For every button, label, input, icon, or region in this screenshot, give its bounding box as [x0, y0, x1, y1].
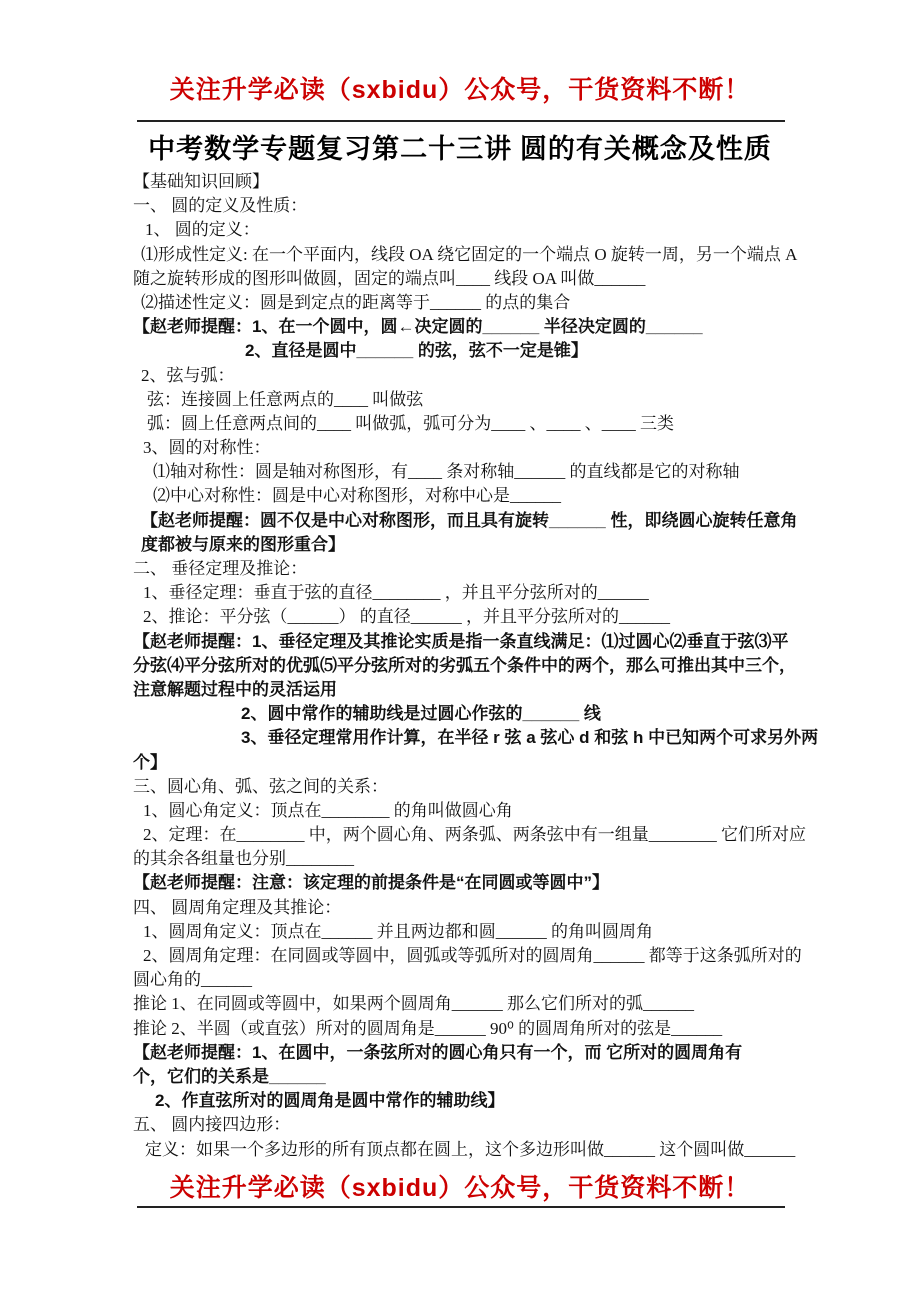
text-line: 2、圆中常作的辅助线是过圆心作弦的______ 线: [241, 704, 601, 724]
text-line: 圆心角的______: [133, 970, 252, 990]
document-body: [133, 170, 819, 1162]
text-line: 推论 1、在同圆或等圆中，如果两个圆周角______ 那么它们所对的弧______: [133, 994, 694, 1014]
text-line: 2、圆周角定理：在同圆或等圆中，圆弧或等弧所对的圆周角______ 都等于这条弧所对的: [143, 946, 802, 965]
text-line: 四、 圆周角定理及其推论：: [133, 897, 342, 917]
text-line: 【赵老师提醒：1、在一个圆中，圆←决定圆的______ 半径决定圆的______: [133, 317, 703, 337]
text-line: 2、弦与弧：: [141, 365, 235, 385]
text-line: 2、推论：平分弦（______） 的直径______ ，并且平分弦所对的______: [143, 607, 670, 627]
text-line: 推论 2、半圆（或直弦）所对的圆周角是______ 90⁰ 的圆周角所对的弦是______: [133, 1018, 723, 1038]
text-line: 弦：连接圆上任意两点的____ 叫做弦: [147, 389, 424, 409]
text-line: 2、作直弦所对的圆周角是圆中常作的辅助线】: [155, 1091, 505, 1111]
text-line: 定义：如果一个多边形的所有顶点都在圆上，这个多边形叫做______ 这个圆叫做______: [145, 1139, 796, 1159]
text-line: 1、圆心角定义：顶点在________ 的角叫做圆心角: [143, 800, 513, 820]
text-line: 一、 圆的定义及性质：: [133, 196, 308, 216]
text-line: 度都被与原来的图形重合】: [141, 534, 345, 554]
header-banner: 关注升学必读（sxbidu）公众号，干货资料不断！: [169, 76, 751, 104]
text-line: 【赵老师提醒：1、在圆中，一条弦所对的圆心角只有一个，而 它所对的圆周角有: [133, 1042, 743, 1062]
text-line: 【基础知识回顾】: [133, 172, 269, 191]
footer-banner: 关注升学必读（sxbidu）公众号，干货资料不断！: [169, 1174, 751, 1202]
text-line: 2、直径是圆中______ 的弦，弦不一定是锥】: [245, 341, 588, 361]
text-line: ⑵中心对称性：圆是中心对称图形，对称中心是______: [153, 486, 561, 506]
text-line: 五、 圆内接四边形：: [133, 1115, 291, 1135]
text-line: 2、定理：在________ 中，两个圆心角、两条弧、两条弦中有一组量________ 它们所对应: [143, 825, 806, 845]
text-line: 【赵老师提醒：圆不仅是中心对称图形，而且具有旋转______ 性，即绕圆心旋转任意角: [141, 510, 798, 530]
text-line: 注意解题过程中的灵活运用: [133, 679, 337, 699]
text-line: ⑵描述性定义：圆是到定点的距离等于______ 的点的集合: [141, 292, 571, 312]
text-line: 【赵老师提醒：注意：该定理的前提条件是“在同圆或等圆中”】: [133, 873, 609, 893]
text-line: 的其余各组量也分别________: [133, 849, 354, 869]
text-line: 3、圆的对称性：: [143, 438, 271, 458]
footer-divider: [137, 1206, 785, 1208]
text-line: 弧：圆上任意两点间的____ 叫做弧，弧可分为____ 、____ 、____ 三类: [147, 413, 674, 433]
text-line: 个，它们的关系是______: [133, 1066, 326, 1086]
header-divider: [137, 120, 785, 122]
text-line: 1、圆周角定义：顶点在______ 并且两边都和圆______ 的角叫圆周角: [143, 921, 653, 941]
text-line: 个】: [133, 752, 167, 772]
text-line: 1、 圆的定义：: [145, 220, 260, 240]
text-line: ⑴轴对称性：圆是轴对称图形，有____ 条对称轴______ 的直线都是它的对称轴: [153, 462, 740, 482]
text-line: 二、 垂径定理及推论：: [133, 559, 308, 578]
text-line: ⑴形成性定义: 在一个平面内，线段 OA 绕它固定的一个端点 O 旋转一周，另一个端点 A: [141, 244, 798, 264]
text-line: 【赵老师提醒：1、垂径定理及其推论实质是指一条直线满足：⑴过圆心⑵垂直于弦⑶平: [133, 631, 789, 651]
text-line: 三、圆心角、弧、弦之间的关系：: [133, 776, 388, 796]
text-line: 3、垂径定理常用作计算，在半径 r 弦 a 弦心 d 和弦 h 中已知两个可求另外两: [241, 728, 819, 748]
page-title: 中考数学专题复习第二十三讲 圆的有关概念及性质: [148, 134, 772, 164]
text-line: 1、垂径定理：垂直于弦的直径________ ，并且平分弦所对的______: [143, 583, 649, 603]
text-line: 分弦⑷平分弦所对的优弧⑸平分弦所对的劣弧五个条件中的两个，那么可推出其中三个，: [133, 655, 796, 675]
text-line: 随之旋转形成的图形叫做圆，固定的端点叫____ 线段 OA 叫做______: [133, 268, 646, 288]
